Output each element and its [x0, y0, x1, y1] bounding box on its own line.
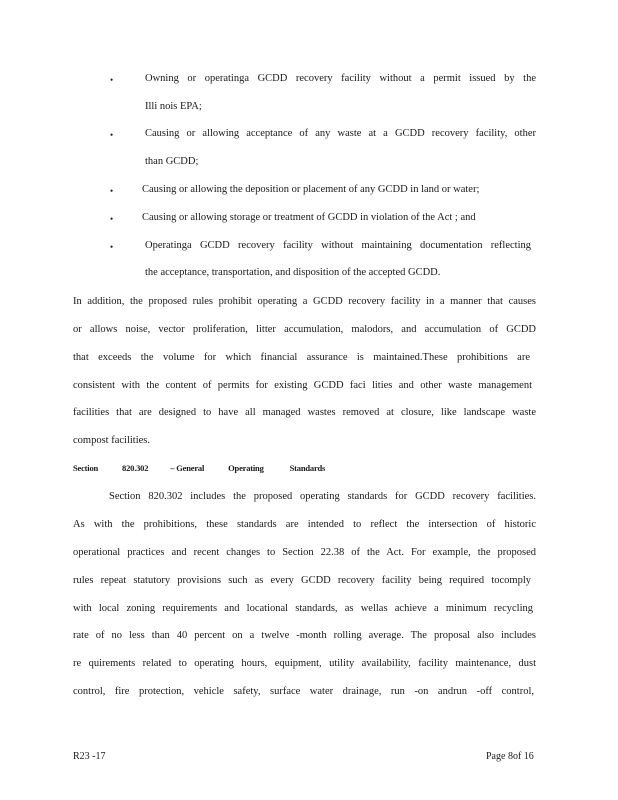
paragraph-line: re quirements related to operating hours, equipment, utility availability, facility maintenance, dust: [73, 658, 536, 669]
paragraph-line: control, fire protection, vehicle safety, surface water drainage, run -on andrun -off control,: [73, 686, 534, 697]
bullet-marker: •: [110, 75, 114, 85]
paragraph-line: facilities that are designed to have all managed wastes removed at closure, like landscape waste: [73, 407, 536, 418]
heading-section-word: Section: [73, 463, 99, 473]
paragraph-line: Section 820.302 includes the proposed operating standards for GCDD recovery facilities.: [109, 491, 536, 502]
bullet-marker: •: [110, 186, 114, 196]
paragraph-line: As with the prohibitions, these standards are intended to reflect the intersection of historic: [73, 519, 536, 530]
heading-title-part: – General: [170, 463, 205, 473]
bullet-text-line: Causing or allowing acceptance of any waste at a GCDD recovery facility, other: [145, 128, 536, 139]
heading-section-number: 820.302: [122, 463, 149, 473]
bullet-marker: •: [110, 242, 114, 252]
paragraph-line: or allows noise, vector proliferation, litter accumulation, malodors, and accumulation of GCDD: [73, 324, 536, 335]
paragraph-line: consistent with the content of permits for existing GCDD faci lities and other waste management: [73, 380, 532, 391]
bullet-text-line: than GCDD;: [145, 156, 199, 167]
bullet-text-line: Owning or operatinga GCDD recovery facility without a permit issued by the: [145, 73, 536, 84]
bullet-text-line: Causing or allowing storage or treatment of GCDD in violation of the Act ; and: [142, 212, 476, 223]
paragraph-line: compost facilities.: [73, 435, 150, 446]
paragraph-line: rate of no less than 40 percent on a twelve -month rolling average. The proposal also includes: [73, 630, 536, 641]
footer-page-number: Page 8of 16: [486, 751, 534, 762]
bullet-marker: •: [110, 130, 114, 140]
paragraph-line: that exceeds the volume for which financial assurance is maintained.These prohibitions are: [73, 352, 530, 363]
bullet-text-line: Causing or allowing the deposition or placement of any GCDD in land or water;: [142, 184, 480, 195]
paragraph-line: with local zoning requirements and locational standards, as wellas achieve a minimum recycling: [73, 603, 533, 614]
footer-document-id: R23 -17: [73, 751, 106, 762]
heading-title-part: Operating: [228, 463, 264, 473]
bullet-text-line: Illi nois EPA;: [145, 101, 202, 112]
bullet-text-line: the acceptance, transportation, and disposition of the accepted GCDD.: [145, 267, 441, 278]
section-heading: [73, 463, 355, 473]
paragraph-line: rules repeat statutory provisions such as every GCDD recovery facility being required tocomply: [73, 575, 531, 586]
heading-title-part: Standards: [289, 463, 326, 473]
paragraph-line: In addition, the proposed rules prohibit operating a GCDD recovery facility in a manner that causes: [73, 296, 536, 307]
bullet-marker: •: [110, 214, 114, 224]
bullet-text-line: Operatinga GCDD recovery facility without maintaining documentation reflecting: [145, 240, 531, 251]
paragraph-line: operational practices and recent changes to Section 22.38 of the Act. For example, the proposed: [73, 547, 536, 558]
